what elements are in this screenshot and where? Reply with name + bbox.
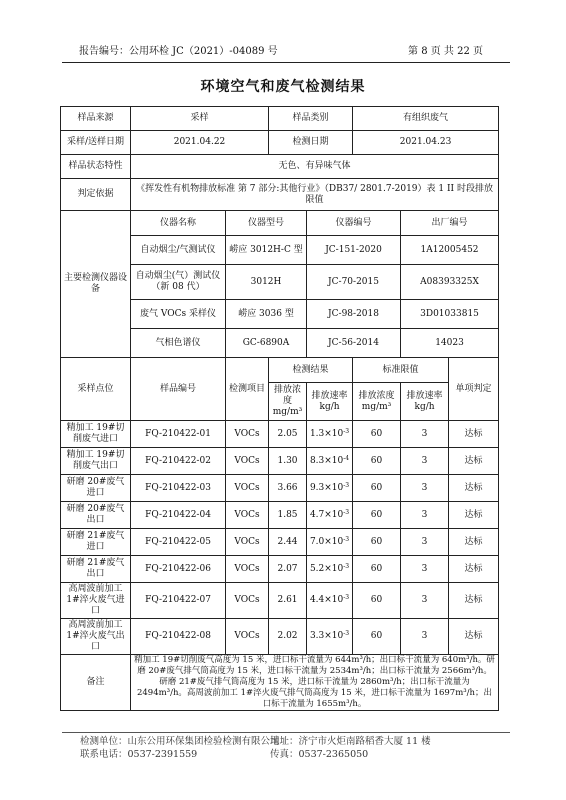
cell-point: 研磨 20#废气出口 [61, 502, 131, 529]
cell-conc: 1.30 [269, 448, 307, 475]
label-cell: 样品来源 [61, 107, 131, 131]
cell-limit-rate: 3 [401, 583, 449, 619]
results-header-row [61, 358, 499, 383]
cell-sample-no: FQ-210422-07 [131, 583, 226, 619]
cell-sample-no: FQ-210422-06 [131, 556, 226, 583]
value-cell: 《挥发性有机物排放标准 第 7 部分:其他行业》（DB37/ 2801.7-2019）表 1 II 时段排放限值 [131, 179, 499, 211]
page-info: 第 8 页 共 22 页 [408, 46, 483, 57]
rate-exponent: -3 [343, 481, 350, 489]
cell-item: VOCs [226, 619, 269, 655]
cell-limit-rate: 3 [401, 448, 449, 475]
equipment-model: 3012H [226, 265, 307, 300]
table-row [61, 421, 499, 448]
equipment-header: 仪器名称 [131, 211, 226, 236]
cell-judge: 达标 [449, 475, 499, 502]
info-row [61, 107, 499, 131]
col-header-rate: 排放速率kg/h [307, 383, 353, 421]
note-text: 精加工 19#切削废气高度为 15 米，进口标干流量为 644m³/h；出口标干流量为 640m³/h。研磨 20#废气排气筒高度为 15 米，进口标干流量为 2534m³/h；出口标干流量为 2566m³/h。研磨 21#废气排气筒高度为 15 米，进口标干流量为 2860m³/h；出口标干流量为 2494m³/h。高周波前加工 1#淬火废气排气筒高度为 15 米，进口标干流量为 1697m³/h；出口标干流量为 1655m³/h。 [131, 655, 499, 711]
equipment-header: 仪器编号 [307, 211, 401, 236]
cell-judge: 达标 [449, 619, 499, 655]
cell-limit-rate: 3 [401, 619, 449, 655]
cell-sample-no: FQ-210422-03 [131, 475, 226, 502]
label-cell: 采样/送样日期 [61, 131, 131, 155]
cell-limit-conc: 60 [353, 529, 401, 556]
cell-conc: 2.61 [269, 583, 307, 619]
cell-item: VOCs [226, 583, 269, 619]
equipment-model: GC-6890A [226, 329, 307, 358]
cell-judge: 达标 [449, 502, 499, 529]
cell-rate [307, 421, 353, 448]
rate-exponent: -3 [343, 535, 350, 543]
equipment-code: JC-98-2018 [307, 300, 401, 329]
cell-rate [307, 619, 353, 655]
col-header-limit-rate: 排放速率kg/h [401, 383, 449, 421]
col-header-item: 检测项目 [226, 358, 269, 421]
cell-judge: 达标 [449, 421, 499, 448]
cell-limit-conc: 60 [353, 421, 401, 448]
cell-limit-conc: 60 [353, 583, 401, 619]
page-header [79, 44, 483, 60]
equipment-serial: 1A12005452 [401, 236, 499, 265]
note-row [61, 655, 499, 711]
cell-item: VOCs [226, 529, 269, 556]
header-rule [62, 62, 510, 63]
cell-point: 精加工 19#切削废气进口 [61, 421, 131, 448]
cell-item: VOCs [226, 421, 269, 448]
address: 地址：济宁市火炬南路稻香大厦 11 楼 [270, 736, 431, 747]
rate-value: 4.7×10 [309, 509, 344, 520]
cell-limit-conc: 60 [353, 619, 401, 655]
cell-limit-rate: 3 [401, 556, 449, 583]
cell-conc: 3.66 [269, 475, 307, 502]
rate-exponent: -4 [343, 454, 350, 462]
cell-point: 研磨 20#废气进口 [61, 475, 131, 502]
value-cell: 采样 [131, 107, 269, 131]
equipment-label: 主要检测仪器设备 [61, 211, 131, 358]
value-cell: 有组织废气 [353, 107, 499, 131]
equipment-serial: 3D01033815 [401, 300, 499, 329]
cell-conc: 2.02 [269, 619, 307, 655]
equipment-code: JC-56-2014 [307, 329, 401, 358]
equipment-header: 仪器型号 [226, 211, 307, 236]
equipment-serial: A08393325X [401, 265, 499, 300]
cell-judge: 达标 [449, 583, 499, 619]
cell-conc: 2.44 [269, 529, 307, 556]
cell-limit-rate: 3 [401, 475, 449, 502]
cell-point: 高周波前加工 1#淬火废气出口 [61, 619, 131, 655]
col-header-point: 采样点位 [61, 358, 131, 421]
table-row [61, 619, 499, 655]
rate-value: 8.3×10 [309, 455, 344, 466]
page-title: 环境空气和废气检测结果 [200, 79, 366, 95]
cell-sample-no: FQ-210422-04 [131, 502, 226, 529]
rate-value: 7.0×10 [309, 536, 344, 547]
cell-rate [307, 448, 353, 475]
cell-item: VOCs [226, 475, 269, 502]
equipment-header-row [61, 211, 499, 236]
cell-judge: 达标 [449, 448, 499, 475]
equipment-model: 崂应 3012H-C 型 [226, 236, 307, 265]
equipment-header: 出厂编号 [401, 211, 499, 236]
footer-line-1 [80, 735, 490, 749]
col-header-result: 检测结果 [269, 358, 353, 383]
note-label: 备注 [61, 655, 131, 711]
rate-value: 1.3×10 [309, 428, 344, 439]
footer-line-2 [80, 748, 490, 762]
col-header-limit: 标准限值 [353, 358, 449, 383]
label-cell: 判定依据 [61, 179, 131, 211]
testing-unit: 检测单位：山东公用环保集团检验检测有限公司 [80, 736, 280, 747]
cell-point: 研磨 21#废气出口 [61, 556, 131, 583]
rate-value: 3.3×10 [309, 631, 344, 641]
fax: 传真：0537-2365050 [270, 749, 369, 760]
rate-exponent: -3 [343, 427, 350, 435]
cell-conc: 2.07 [269, 556, 307, 583]
equipment-name: 自动烟尘(气）测试仪（新 08 代） [131, 265, 226, 300]
cell-rate [307, 475, 353, 502]
rate-exponent: -3 [343, 594, 350, 601]
value-cell: 2021.04.22 [131, 131, 269, 155]
cell-rate [307, 556, 353, 583]
info-row [61, 155, 499, 179]
cell-limit-conc: 60 [353, 475, 401, 502]
equipment-name: 气相色谱仪 [131, 329, 226, 358]
rate-value: 9.3×10 [309, 482, 344, 493]
info-row [61, 179, 499, 211]
table-row [61, 556, 499, 583]
cell-conc: 2.05 [269, 421, 307, 448]
cell-limit-conc: 60 [353, 448, 401, 475]
table-row [61, 475, 499, 502]
equipment-code: JC-151-2020 [307, 236, 401, 265]
label-cell: 样品类别 [269, 107, 353, 131]
cell-point: 研磨 21#废气进口 [61, 529, 131, 556]
col-header-sample-no: 样品编号 [131, 358, 226, 421]
rate-value: 5.2×10 [309, 563, 344, 574]
col-header-limit-conc: 排放浓度mg/m³ [353, 383, 401, 421]
report-number: 报告编号：公用环检 JC（2021）-04089 号 [79, 46, 278, 57]
equipment-name: 废气 VOCs 采样仪 [131, 300, 226, 329]
footer-rule [62, 732, 510, 733]
cell-item: VOCs [226, 448, 269, 475]
equipment-model: 崂应 3036 型 [226, 300, 307, 329]
cell-rate [307, 529, 353, 556]
equipment-serial: 14023 [401, 329, 499, 358]
cell-conc: 1.85 [269, 502, 307, 529]
cell-sample-no: FQ-210422-01 [131, 421, 226, 448]
equipment-name: 自动烟尘/气测试仪 [131, 236, 226, 265]
cell-limit-rate: 3 [401, 502, 449, 529]
results-table [60, 106, 499, 711]
cell-judge: 达标 [449, 529, 499, 556]
equipment-code: JC-70-2015 [307, 265, 401, 300]
cell-point: 精加工 19#切削废气出口 [61, 448, 131, 475]
cell-limit-rate: 3 [401, 529, 449, 556]
label-cell: 检测日期 [269, 131, 353, 155]
cell-item: VOCs [226, 502, 269, 529]
col-header-judge: 单项判定 [449, 358, 499, 421]
table-row [61, 502, 499, 529]
rate-exponent: -3 [343, 630, 350, 637]
cell-limit-conc: 60 [353, 556, 401, 583]
table-row [61, 529, 499, 556]
contact-phone: 联系电话：0537-2391559 [80, 749, 198, 760]
cell-rate [307, 583, 353, 619]
value-cell: 2021.04.23 [353, 131, 499, 155]
table-row [61, 583, 499, 619]
col-header-conc: 排放浓度mg/m³ [269, 383, 307, 421]
cell-limit-rate: 3 [401, 421, 449, 448]
value-cell: 无色、有异味气体 [131, 155, 499, 179]
info-row [61, 131, 499, 155]
cell-sample-no: FQ-210422-08 [131, 619, 226, 655]
rate-exponent: -3 [343, 508, 350, 516]
cell-point: 高周波前加工 1#淬火废气进口 [61, 583, 131, 619]
rate-value: 4.4×10 [309, 595, 344, 605]
cell-rate [307, 502, 353, 529]
table-row [61, 448, 499, 475]
cell-item: VOCs [226, 556, 269, 583]
rate-exponent: -3 [343, 562, 350, 570]
cell-sample-no: FQ-210422-05 [131, 529, 226, 556]
cell-judge: 达标 [449, 556, 499, 583]
cell-limit-conc: 60 [353, 502, 401, 529]
label-cell: 样品状态特性 [61, 155, 131, 179]
cell-sample-no: FQ-210422-02 [131, 448, 226, 475]
